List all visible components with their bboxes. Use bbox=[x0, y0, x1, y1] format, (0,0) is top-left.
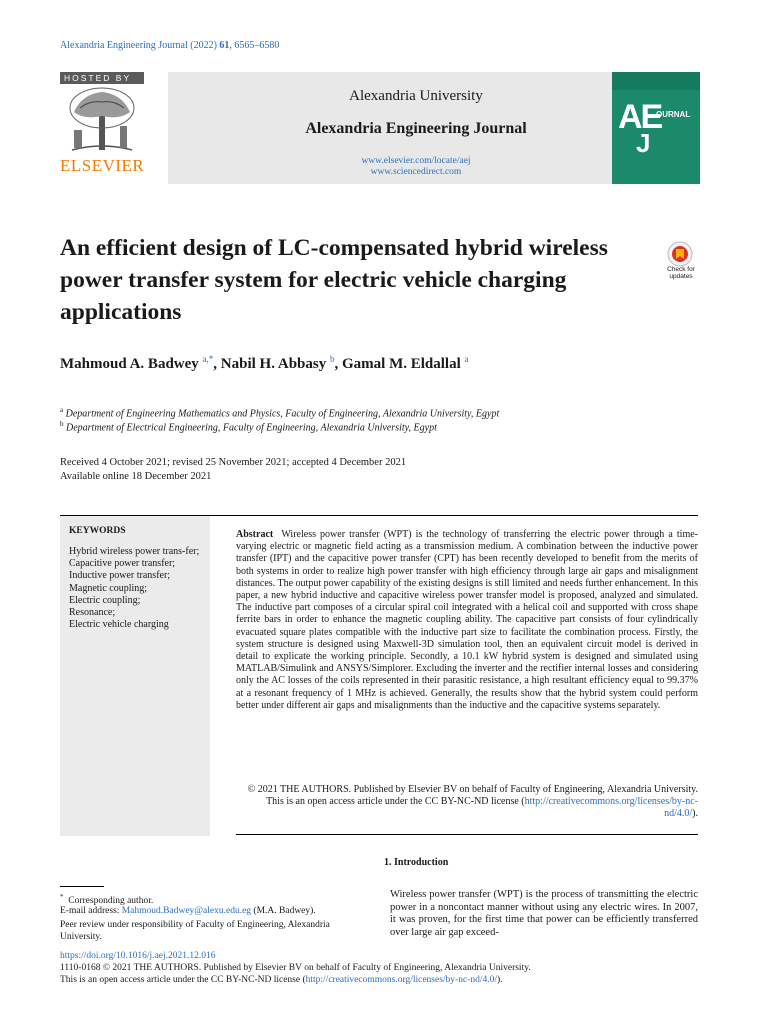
email-link[interactable]: Mahmoud.Badwey@alexu.edu.eg bbox=[121, 906, 252, 916]
citation-pages: , 6565–6580 bbox=[229, 40, 280, 51]
abstract-bottom-divider bbox=[236, 834, 698, 835]
journal-banner bbox=[60, 72, 700, 184]
keywords-list bbox=[69, 546, 204, 631]
journal-header-panel bbox=[168, 72, 664, 184]
check-updates-line1: Check for bbox=[667, 266, 695, 273]
keywords-heading: KEYWORDS bbox=[69, 526, 126, 536]
bottom-license-link[interactable]: http://creativecommons.org/licenses/by-nc-nd/4.0/ bbox=[305, 975, 497, 985]
author-name: Gamal M. Eldallal bbox=[342, 356, 461, 372]
received-dates: Received 4 October 2021; revised 25 November 2021; accepted 4 December 2021 bbox=[60, 457, 407, 468]
author-affiliation-mark[interactable]: a,* bbox=[202, 354, 214, 364]
email-label: E-mail address: bbox=[60, 906, 122, 916]
check-for-updates-label bbox=[658, 266, 704, 280]
abstract-body: Wireless power transfer (WPT) is the technology of transferring the electric power through a time-varying electric or magnetic field acting as a transmission medium. A combination between the inductive power transfer (IPT) and the capacitive power transfer (CPT) has been recently developed to benefit from the merits of both systems in order to realize high power transfer with high efficiency through large air gaps and misalignment distances. The output power capability of the existing designs is still limited and needs further enhancement. In this paper, a new hybrid inductive and capacitive wireless power transfer model is proposed, analyzed and simulated. The inductive part composes of a circular spiral coil integrated with a helical coil and supported with cross shape ferrite bars in order to enhance the magnetic coupling ability. The capacitive part consists of four cylindrically evacuated square plates compatible with the inductive part size to facilitate the combination process. Firstly, the system structure is designed using Maxwell-3D simulation tool, then an equivalent circuit model is derived in detail to explicate the working principle. Secondly, a 10.1 kW hybrid system is designed and simulated using MATLAB/Simulink and ANSYS/Simplorer. Excluding the inverter and the rectifier internal losses and considering only the AC losses of the coils represented in their parasitic resistance, a high resultant efficiency equal to 99.37% at a resonant frequency of 1 MHz is achieved. Generally, the results show that the hybrid system could perform better under different air gaps and misalignments than the inductive and the capacitive systems separately. bbox=[236, 529, 699, 711]
keyword-item: Capacitive power transfer; bbox=[69, 558, 176, 570]
author-affiliation-mark[interactable]: b bbox=[330, 354, 335, 364]
email-owner: (M.A. Badwey). bbox=[251, 906, 316, 916]
keyword-item: Magnetic coupling; bbox=[69, 582, 148, 594]
available-online-date: Available online 18 December 2021 bbox=[60, 471, 212, 482]
author-list bbox=[60, 354, 469, 373]
affiliation-text: Department of Engineering Mathematics and Physics, Faculty of Engineering, Alexandria University, Egypt bbox=[65, 408, 500, 420]
keywords-box bbox=[60, 516, 210, 836]
keyword-item: Electric coupling; bbox=[69, 594, 141, 606]
introduction-heading: 1. Introduction bbox=[384, 857, 449, 868]
author-separator: , bbox=[334, 356, 342, 372]
elsevier-tree-logo-icon bbox=[62, 86, 142, 152]
open-access-text: This is an open access article under the CC BY-NC-ND license ( bbox=[60, 975, 306, 985]
affiliation-b bbox=[60, 420, 437, 433]
author-name: Nabil H. Abbasy bbox=[220, 356, 327, 372]
cover-journal-word: OURNAL bbox=[656, 110, 691, 119]
journal-cover-image bbox=[612, 72, 700, 184]
author-name: Mahmoud A. Badwey bbox=[60, 356, 199, 372]
copyright-text: © 2021 THE AUTHORS. Published by Elsevier BV on behalf of Faculty of Engineering, Alexandria University. This is an open access article under the CC BY-NC-ND license ( bbox=[247, 784, 698, 808]
license-link[interactable]: http://creativecommons.org/licenses/by-nc-nd/4.0/ bbox=[524, 796, 698, 820]
cover-j-letter: J bbox=[636, 128, 651, 158]
check-updates-line2: updates bbox=[669, 273, 693, 280]
keyword-item: Resonance; bbox=[69, 607, 116, 619]
open-access-close: ). bbox=[497, 975, 503, 985]
author-affiliation-mark[interactable]: a bbox=[464, 354, 469, 364]
keyword-item: Inductive power transfer; bbox=[69, 570, 171, 582]
journal-name: Alexandria Engineering Journal bbox=[305, 120, 527, 137]
affiliation-mark: b bbox=[60, 420, 64, 428]
copyright-close: ). bbox=[692, 808, 698, 820]
introduction-text: Wireless power transfer (WPT) is the process of transmitting the electric power in a noncontact manner without using any electric wires. In 2007, it was proven, for the first time that power can be efficiently transferred over large air gap exceed- bbox=[390, 889, 698, 938]
journal-url-link[interactable]: www.elsevier.com/locate/aej bbox=[361, 156, 471, 166]
citation-volume: 61 bbox=[219, 40, 230, 51]
issn-copyright-line: 1110-0168 © 2021 THE AUTHORS. Published by Elsevier BV on behalf of Faculty of Engineering, Alexandria University. bbox=[60, 963, 531, 973]
open-access-line bbox=[60, 975, 503, 987]
author-separator: , bbox=[213, 356, 221, 372]
hosted-by-label: HOSTED BY bbox=[60, 72, 144, 84]
elsevier-logo: ELSEVIER bbox=[60, 156, 145, 175]
keyword-item: Electric vehicle charging bbox=[69, 619, 169, 631]
footnote-divider bbox=[60, 886, 104, 887]
footnote-mark: * bbox=[60, 893, 64, 901]
affiliation-text: Department of Electrical Engineering, Faculty of Engineering, Alexandria University, Egypt bbox=[66, 422, 437, 434]
cover-top-strip bbox=[612, 72, 700, 90]
corresponding-text: Corresponding author. bbox=[68, 896, 154, 907]
abstract-text bbox=[236, 529, 698, 712]
affiliation-mark: a bbox=[60, 406, 64, 414]
sciencedirect-url-link[interactable]: www.sciencedirect.com bbox=[370, 167, 462, 177]
peer-review-note: Peer review under responsibility of Faculty of Engineering, Alexandria University. bbox=[60, 920, 330, 942]
university-name: Alexandria University bbox=[349, 88, 483, 104]
abstract-copyright bbox=[236, 784, 698, 821]
email-note bbox=[60, 906, 316, 918]
article-title: An efficient design of LC-compensated hybrid wireless power transfer system for electric vehicle charging applications bbox=[60, 235, 608, 325]
affiliation-a bbox=[60, 406, 499, 419]
journal-citation[interactable] bbox=[60, 40, 279, 51]
doi-link[interactable]: https://doi.org/10.1016/j.aej.2021.12.016 bbox=[60, 951, 216, 961]
abstract-label: Abstract bbox=[236, 529, 274, 540]
keyword-item: Hybrid wireless power trans-fer; bbox=[69, 546, 200, 557]
cover-ae-letters: AE bbox=[618, 98, 662, 136]
citation-journal: Alexandria Engineering Journal (2022) bbox=[60, 40, 217, 51]
